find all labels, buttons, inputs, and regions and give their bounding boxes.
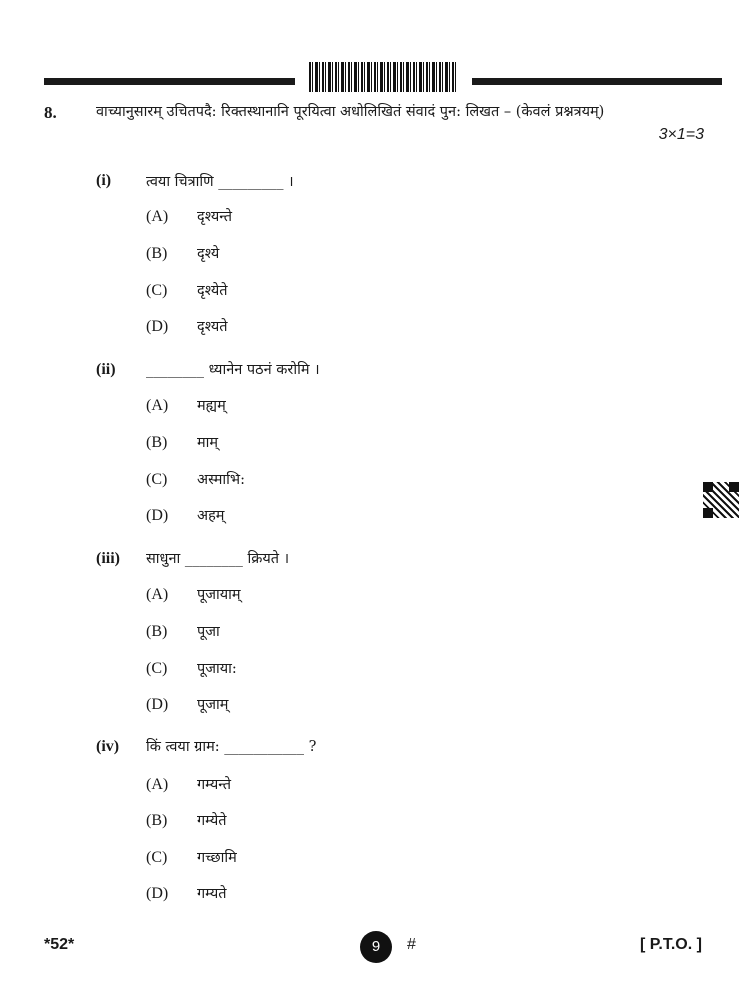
option-label: (B): [146, 434, 168, 451]
option-label: (A): [146, 208, 169, 225]
subquestion-label: (iv): [96, 738, 120, 755]
subquestion-label: (iii): [96, 550, 120, 567]
option-label: (C): [146, 849, 168, 866]
option-text: पूजाम्: [197, 697, 229, 713]
page-hash: #: [407, 936, 416, 953]
option-text: दृश्यते: [197, 319, 228, 335]
subquestion-label: (ii): [96, 361, 116, 378]
option-label: (C): [146, 660, 168, 677]
pto-label: [ P.T.O. ]: [640, 936, 702, 953]
option-text: गम्यते: [197, 886, 227, 902]
question-marks: 3×1=3: [658, 126, 704, 143]
option-label: (B): [146, 812, 168, 829]
option-text: पूजायाम्: [197, 587, 241, 603]
option-text: पूजाया:: [197, 661, 237, 677]
option-text: दृश्ये: [197, 246, 220, 262]
subquestion-label: (i): [96, 172, 112, 189]
option-text: गम्यन्ते: [197, 777, 232, 793]
option-text: दृश्यन्ते: [197, 209, 233, 225]
option-text: पूजा: [197, 624, 220, 640]
option-label: (B): [146, 245, 168, 262]
option-label: (A): [146, 776, 169, 793]
option-text: गम्येते: [197, 813, 227, 829]
option-label: (B): [146, 623, 168, 640]
question-instruction: वाच्यानुसारम् उचितपदै: रिक्तस्थानानि पूरयित्वा अधोलिखितं संवादं पुन: लिखत – (केवलं प्रश्नत्रयम्): [96, 104, 605, 120]
option-label: (A): [146, 586, 169, 603]
header-rule-right: [472, 78, 722, 85]
option-label: (C): [146, 471, 168, 488]
option-text: मह्यम्: [197, 398, 226, 414]
subquestion-stem: साधुना ________ क्रियते ।: [146, 551, 290, 567]
option-label: (D): [146, 885, 169, 902]
option-label: (A): [146, 397, 169, 414]
option-label: (D): [146, 318, 169, 335]
paper-code: *52*: [44, 936, 75, 953]
option-text: गच्छामि: [197, 850, 237, 866]
option-text: दृश्येते: [197, 283, 228, 299]
question-number: 8.: [44, 103, 57, 122]
option-text: अहम्: [197, 508, 225, 524]
subquestion-stem: त्वया चित्राणि _________ ।: [146, 174, 294, 190]
subquestion-stem: किं त्वया ग्राम: ___________ ?: [146, 739, 317, 755]
option-label: (D): [146, 507, 169, 524]
barcode: [309, 62, 457, 92]
option-text: माम्: [197, 435, 219, 451]
page-number: 9: [360, 931, 392, 963]
header-rule-left: [44, 78, 295, 85]
option-text: अस्माभि:: [197, 472, 245, 488]
option-label: (C): [146, 282, 168, 299]
subquestion-stem: ________ ध्यानेन पठनं करोमि ।: [146, 362, 320, 378]
qr-code: [703, 482, 739, 518]
option-label: (D): [146, 696, 169, 713]
